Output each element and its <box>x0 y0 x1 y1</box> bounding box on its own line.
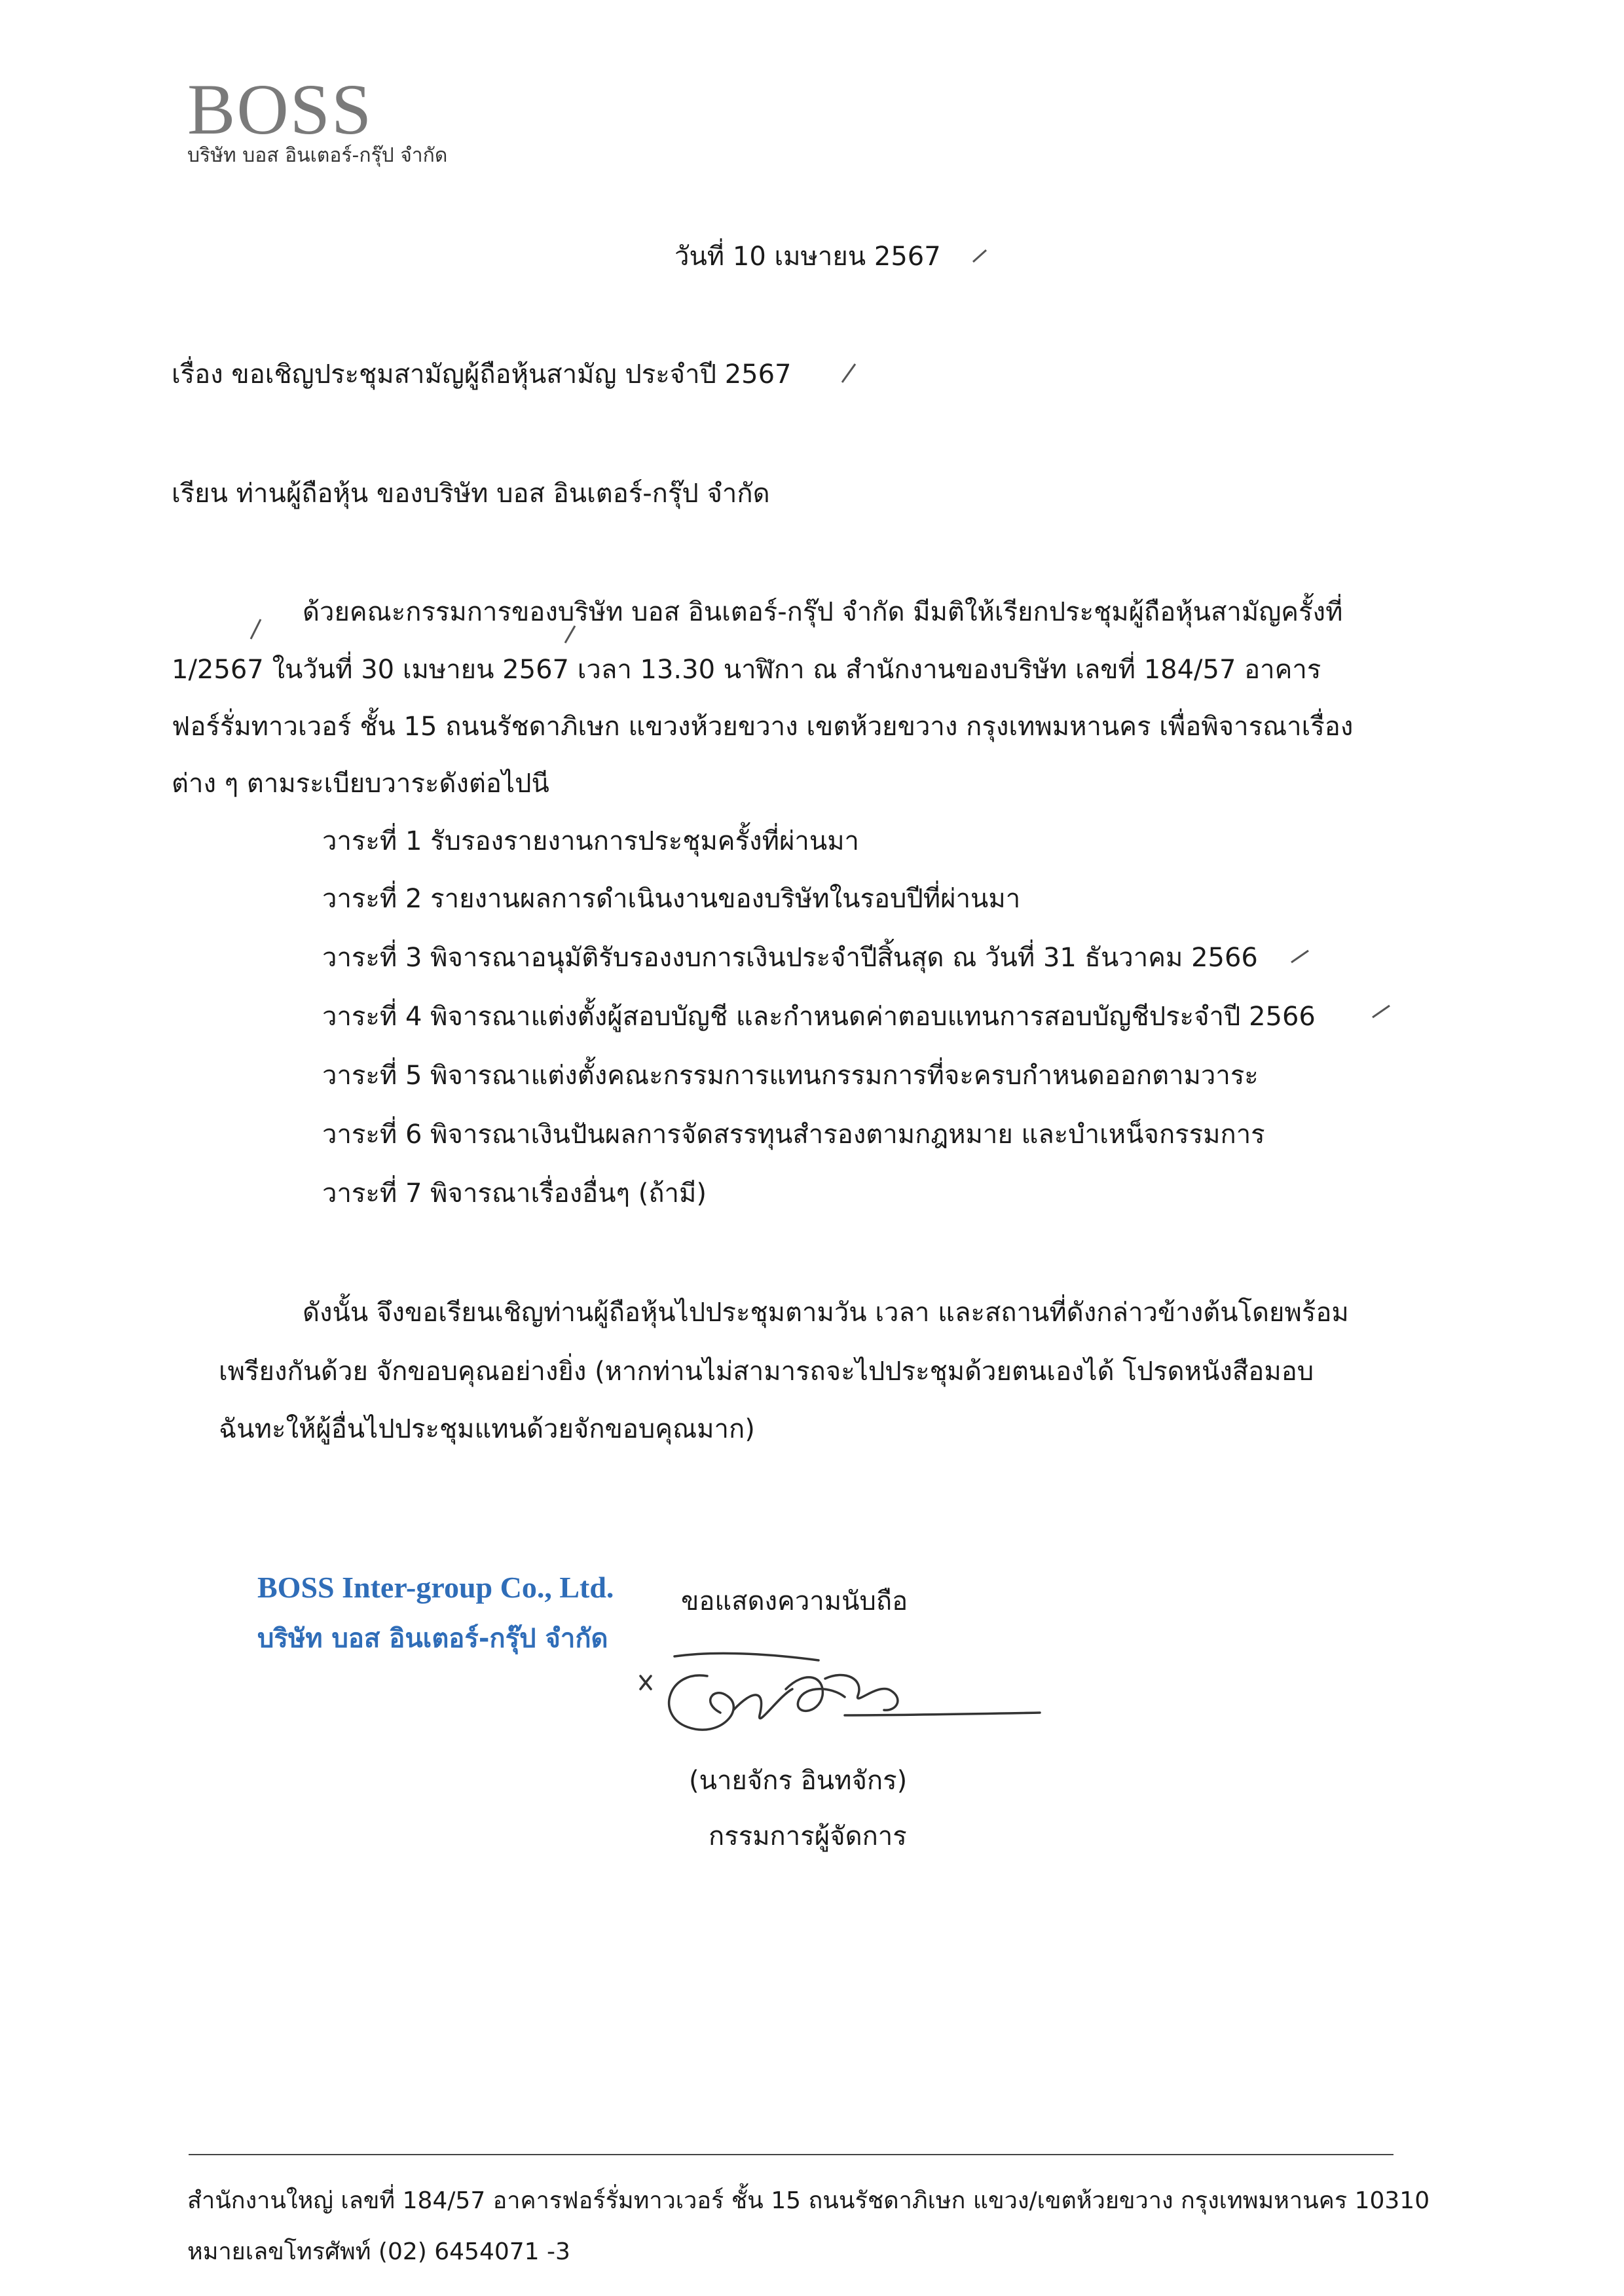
check-mark-icon <box>563 622 579 646</box>
letter-signoff: ขอแสดงความนับถือ <box>681 1586 908 1616</box>
agenda-item: วาระที่ 6 พิจารณาเงินปันผลการจัดสรรทุนสำรองตามกฎหมาย และบำเหน็จกรรมการ <box>322 1120 1265 1150</box>
company-stamp-thai: บริษัท บอส อินเตอร์-กรุ๊ป จำกัด <box>257 1624 608 1654</box>
intro-line: 1/2567 ในวันที่ 30 เมษายน 2567 เวลา 13.30 นาฬิกา ณ สำนักงานของบริษัท เลขที่ 184/57 อาคาร <box>172 655 1321 685</box>
letter-date: วันที่ 10 เมษายน 2567 <box>674 242 941 272</box>
agenda-item: วาระที่ 1 รับรองรายงานการประชุมครั้งที่ผ่านมา <box>322 826 860 856</box>
letter-salutation: เรียน ท่านผู้ถือหุ้น ของบริษัท บอส อินเตอร์-กรุ๊ป จำกัด <box>172 479 770 509</box>
agenda-item: วาระที่ 5 พิจารณาแต่งตั้งคณะกรรมการแทนกรรมการที่จะครบกำหนดออกตามวาระ <box>322 1061 1259 1091</box>
handwritten-signature <box>629 1650 1048 1755</box>
agenda-item: วาระที่ 3 พิจารณาอนุมัติรับรองงบการเงินประจำปีสิ้นสุด ณ วันที่ 31 ธันวาคม 2566 <box>322 943 1258 973</box>
signer-title: กรรมการผู้จัดการ <box>709 1821 907 1851</box>
letter-subject: เรื่อง ขอเชิญประชุมสามัญผู้ถือหุ้นสามัญ ประจำปี 2567 <box>172 359 792 390</box>
check-mark-icon <box>1370 1002 1393 1021</box>
agenda-item: วาระที่ 4 พิจารณาแต่งตั้งผู้สอบบัญชี และกำหนดค่าตอบแทนการสอบบัญชีประจำปี 2566 <box>322 1002 1316 1032</box>
footer-divider <box>189 2154 1393 2155</box>
footer-phone: หมายเลขโทรศัพท์ (02) 6454071 -3 <box>187 2238 570 2265</box>
intro-line: ฟอร์รั่มทาวเวอร์ ชั้น 15 ถนนรัชดาภิเษก แขวงห้วยขวาง เขตห้วยขวาง กรุงเทพมหานคร เพื่อพิจารณาเรื่อง <box>172 712 1354 742</box>
check-mark-icon <box>970 246 990 266</box>
check-mark-icon <box>1289 947 1312 966</box>
company-stamp-english: BOSS Inter-group Co., Ltd. <box>257 1571 614 1604</box>
company-logo: BOSS <box>187 69 373 149</box>
check-mark-icon <box>840 361 859 385</box>
intro-line: ด้วยคณะกรรมการของบริษัท บอส อินเตอร์-กรุ๊ป จำกัด มีมติให้เรียกประชุมผู้ถือหุ้นสามัญครั้งที่ <box>303 597 1343 627</box>
signer-name: (นายจักร อินทจักร) <box>689 1766 908 1796</box>
closing-line: ดังนั้น จึงขอเรียนเชิญท่านผู้ถือหุ้นไปประชุมตามวัน เวลา และสถานที่ดังกล่าวข้างต้นโดยพร้อม <box>303 1298 1349 1328</box>
closing-line: ฉันทะให้ผู้อื่นไปประชุมแทนด้วยจักขอบคุณมาก) <box>219 1414 755 1444</box>
closing-line: เพรียงกันด้วย จักขอบคุณอย่างยิ่ง (หากท่านไม่สามารถจะไปประชุมด้วยตนเองได้ โปรดหนังสือมอบ <box>219 1357 1314 1387</box>
agenda-item: วาระที่ 7 พิจารณาเรื่องอื่นๆ (ถ้ามี) <box>322 1178 707 1209</box>
footer-address: สำนักงานใหญ่ เลขที่ 184/57 อาคารฟอร์รั่มทาวเวอร์ ชั้น 15 ถนนรัชดาภิเษก แขวง/เขตห้วยขวาง กรุงเทพมหานคร 10310 <box>187 2187 1430 2214</box>
intro-line: ต่าง ๆ ตามระเบียบวาระดังต่อไปนี <box>172 769 549 799</box>
agenda-item: วาระที่ 2 รายงานผลการดำเนินงานของบริษัทในรอบปีที่ผ่านมา <box>322 884 1021 914</box>
company-name-thai: บริษัท บอส อินเตอร์-กรุ๊ป จำกัด <box>187 144 448 167</box>
check-mark-icon <box>249 615 265 642</box>
